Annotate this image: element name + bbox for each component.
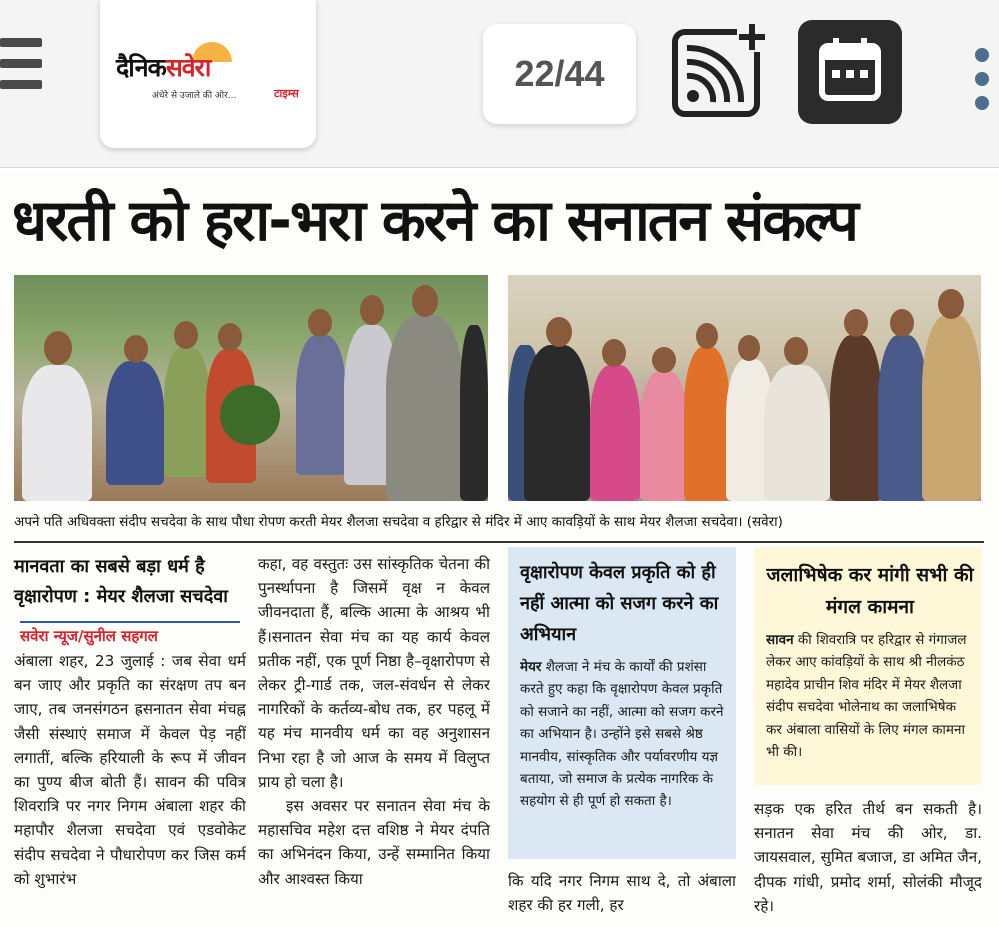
sidebar-body: शैलजा ने मंच के कार्यों की प्रशंसा करते हुए कहा कि वृक्षारोपण केवल प्रकृति को सजाने का नहीं, आत्मा को सजग करने का अभियान है। उन्होंने इसे सबसे श्रेष्ठ मानवीय, सांस्कृतिक और पर्यावरणीय यज्ञ बताया, जो समाज के प्रत्येक नागरिक के सहयोग से ही पूर्ण हो सकता है। <box>520 659 724 810</box>
article-paragraph: अंबाला शहर, 23 जुलाई : जब सेवा धर्म बन जाए और प्रकृति का संरक्षण तप बन जाए, तब जनसंगठन ह्रसनातन सेवा मंचह्न जैसी संस्थाएं समाज में केवल पेड़ नहीं लगातीं, बल्कि हरियाली के रूप में जीवन का पुण्य बीज बोती हैं। सावन की पवित्र शिवरात्रि पर नगर निगम अंबाला शहर की महापौर शैलजा सचदेवा एवं एडवोकेट संदीप सचदेवा ने पौधारोपण कर जिस कर्म को शुभारंभ <box>14 652 246 888</box>
sidebar-lead-word: सावन <box>766 632 794 648</box>
sidebar-box-jalabhishek-title: जलाभिषेक कर मांगी सभी की मंगल कामना <box>766 564 974 618</box>
app-toolbar <box>0 0 999 168</box>
hamburger-menu-icon[interactable] <box>0 38 42 90</box>
logo-word-savera: सवेरा <box>165 53 211 82</box>
calendar-icon <box>798 20 902 124</box>
newspaper-logo[interactable] <box>100 0 316 148</box>
more-vertical-icon[interactable] <box>972 44 992 114</box>
article-paragraph: सड़क एक हरित तीर्थ बन सकती है। सनातन सेवा मंच की ओर, डा. जायसवाल, सुमित बजाज, डा अमित जैन, दीपक गांधी, प्रमोद शर्मा, सोलंकी मौजूद रहे। <box>754 800 982 915</box>
article-column-3 <box>508 869 736 927</box>
article-paragraph: कहा, वह वस्तुतः उस सांस्कृतिक चेतना की पुनर्स्थापना है जिसमें वृक्ष न केवल जीवनदाता हैं, बल्कि आत्मा के आश्रय भी हैं।सनातन सेवा मंच का यह कार्य केवल प्रतीक नहीं, एक पूर्ण निष्ठा है–वृक्षारोपण से लेकर ट्री-गार्ड तक, जल-संवर्धन से लेकर नागरिकों के कर्तव्य-बोध तक, हर पहलू में यह मंच मानवीय धर्म का वह अनुशासन निभा रहा है जो आज के समय में विलुप्त प्राय हो चला है। <box>258 555 490 791</box>
logo-suffix: टाइम्स <box>274 87 299 100</box>
sidebar-lead-word: मेयर <box>520 659 542 675</box>
article-column-1 <box>14 649 246 927</box>
logo-tagline: अंधेरे से उजाले की ओर... <box>152 91 237 101</box>
logo-title <box>116 50 210 84</box>
photo-kanwariya-group <box>508 275 981 501</box>
sidebar-body: की शिवरात्रि पर हरिद्वार से गंगाजल लेकर आए कांवड़ियों के साथ श्री नीलकंठ महादेव प्राचीन शिव मंदिर में मेयर शैलजा संदीप सचदेवा भोलेनाथ का जलाभिषेक कर अंबाला वासियों के लिए मंगल कामना भी की। <box>766 632 967 761</box>
article-paragraph: इस अवसर पर सनातन सेवा मंच के महासचिव महेश दत्त वशिष्ठ ने मेयर दंपति का अभिनंदन किया, उन्हें सम्मानित किया और आश्वस्त किया <box>258 797 490 888</box>
article-paragraph: कि यदि नगर निगम साथ दे, तो अंबाला शहर की हर गली, हर <box>508 872 736 915</box>
article-subheadline: मानवता का सबसे बड़ा धर्म है वृक्षारोपण : मेयर शैलजा सचदेवा <box>14 556 228 607</box>
article-column-2 <box>258 552 490 927</box>
newspaper-page <box>0 169 999 927</box>
article-byline: सवेरा न्यूज/सुनील सहगल <box>20 621 240 646</box>
article-column-4 <box>754 797 982 927</box>
article-headline: धरती को हरा-भरा करने का सनातन संकल्प <box>12 188 857 254</box>
photo-caption: अपने पति अधिवक्ता संदीप सचदेवा के साथ पौधा रोपण करती मेयर शैलजा सचदेवा व हरिद्वार से मंदिर में आए कावड़ियों के साथ मेयर शैलजा सचदेवा। (सवेरा) <box>14 514 783 530</box>
sidebar-box-plantation-title: वृक्षारोपण केवल प्रकृति को ही नहीं आत्मा को सजग करने का अभियान <box>520 562 719 645</box>
logo-word-dainik: दैनिक <box>116 53 166 82</box>
photo-tree-plantation <box>14 275 488 501</box>
sidebar-box-plantation-text <box>520 656 728 856</box>
page-counter-button[interactable]: 22/44 <box>483 24 636 124</box>
sidebar-box-jalabhishek-text <box>766 629 974 779</box>
rss-feed-add-icon[interactable] <box>671 22 767 118</box>
calendar-button[interactable] <box>798 20 902 124</box>
caption-divider <box>14 541 984 543</box>
